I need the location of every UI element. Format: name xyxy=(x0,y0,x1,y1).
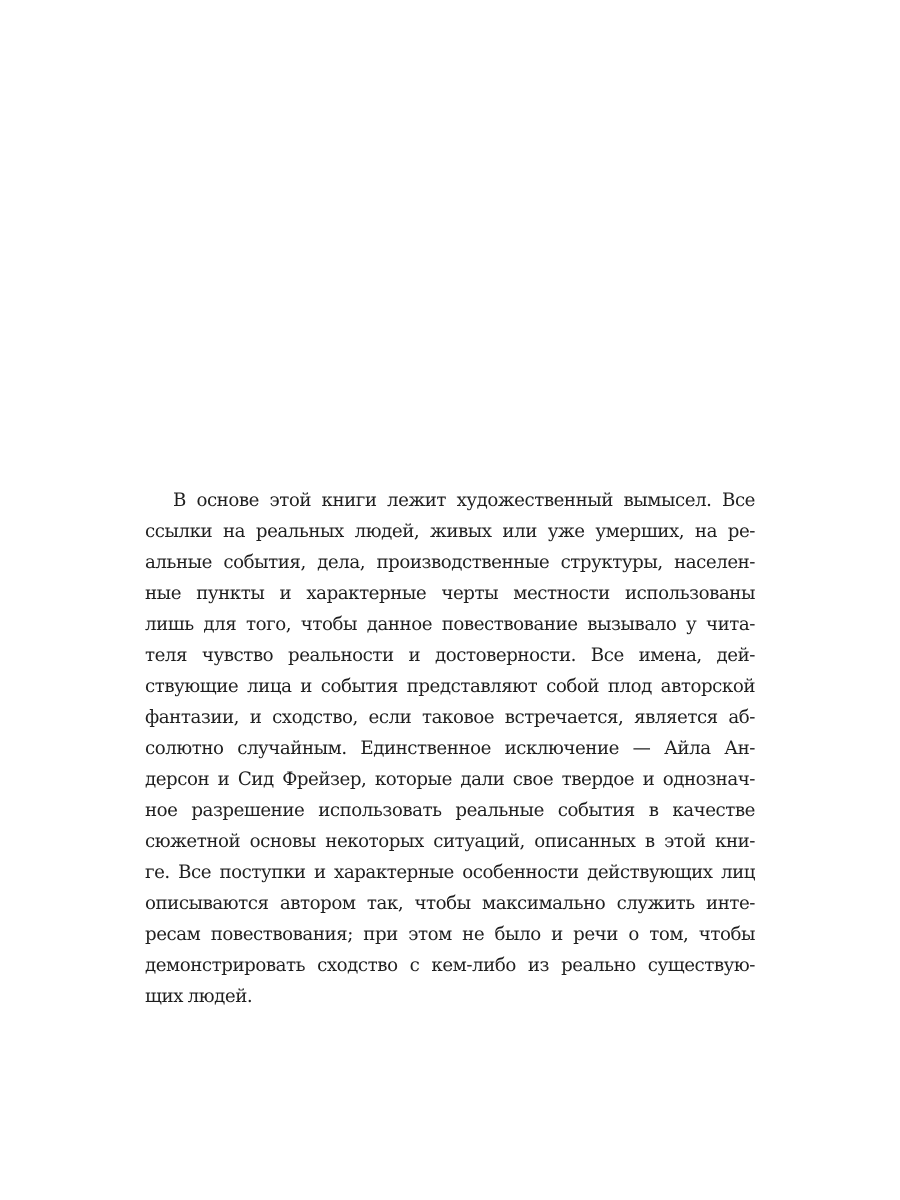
paragraph-line: сюжетной основы некоторых ситуаций, описанных в этой кни- xyxy=(145,831,755,852)
paragraph-line: ге. Все поступки и характерные особенности действующих лиц xyxy=(145,862,755,883)
paragraph-line: ресам повествования; при этом не было и речи о том, чтобы xyxy=(145,924,755,945)
paragraph-line: демонстрировать сходство с кем-либо из реально существую- xyxy=(145,955,755,976)
paragraph-line: В основе этой книги лежит художественный вымысел. Все xyxy=(173,490,755,511)
paragraph-line: теля чувство реальности и достоверности. Все имена, дей- xyxy=(145,645,755,666)
paragraph-line: ссылки на реальных людей, живых или уже умерших, на ре- xyxy=(145,521,755,542)
paragraph-line: щих людей. xyxy=(145,986,253,1007)
paragraph-line: фантазии, и сходство, если таковое встречается, является аб- xyxy=(145,707,755,728)
paragraph-line: описываются автором так, чтобы максимально служить инте- xyxy=(145,893,755,914)
paragraph-line: ное разрешение использовать реальные события в качестве xyxy=(145,800,755,821)
disclaimer-paragraph xyxy=(145,485,755,1012)
paragraph-line: лишь для того, чтобы данное повествование вызывало у чита- xyxy=(145,614,755,635)
paragraph-line: ствующие лица и события представляют собой плод авторской xyxy=(145,676,755,697)
paragraph-line: ные пункты и характерные черты местности использованы xyxy=(145,583,755,604)
paragraph-line: солютно случайным. Единственное исключение — Айла Ан- xyxy=(145,738,755,759)
paragraph-line: дерсон и Сид Фрейзер, которые дали свое твердое и однознач- xyxy=(145,769,755,790)
paragraph-line: альные события, дела, производственные структуры, населен- xyxy=(145,552,755,573)
